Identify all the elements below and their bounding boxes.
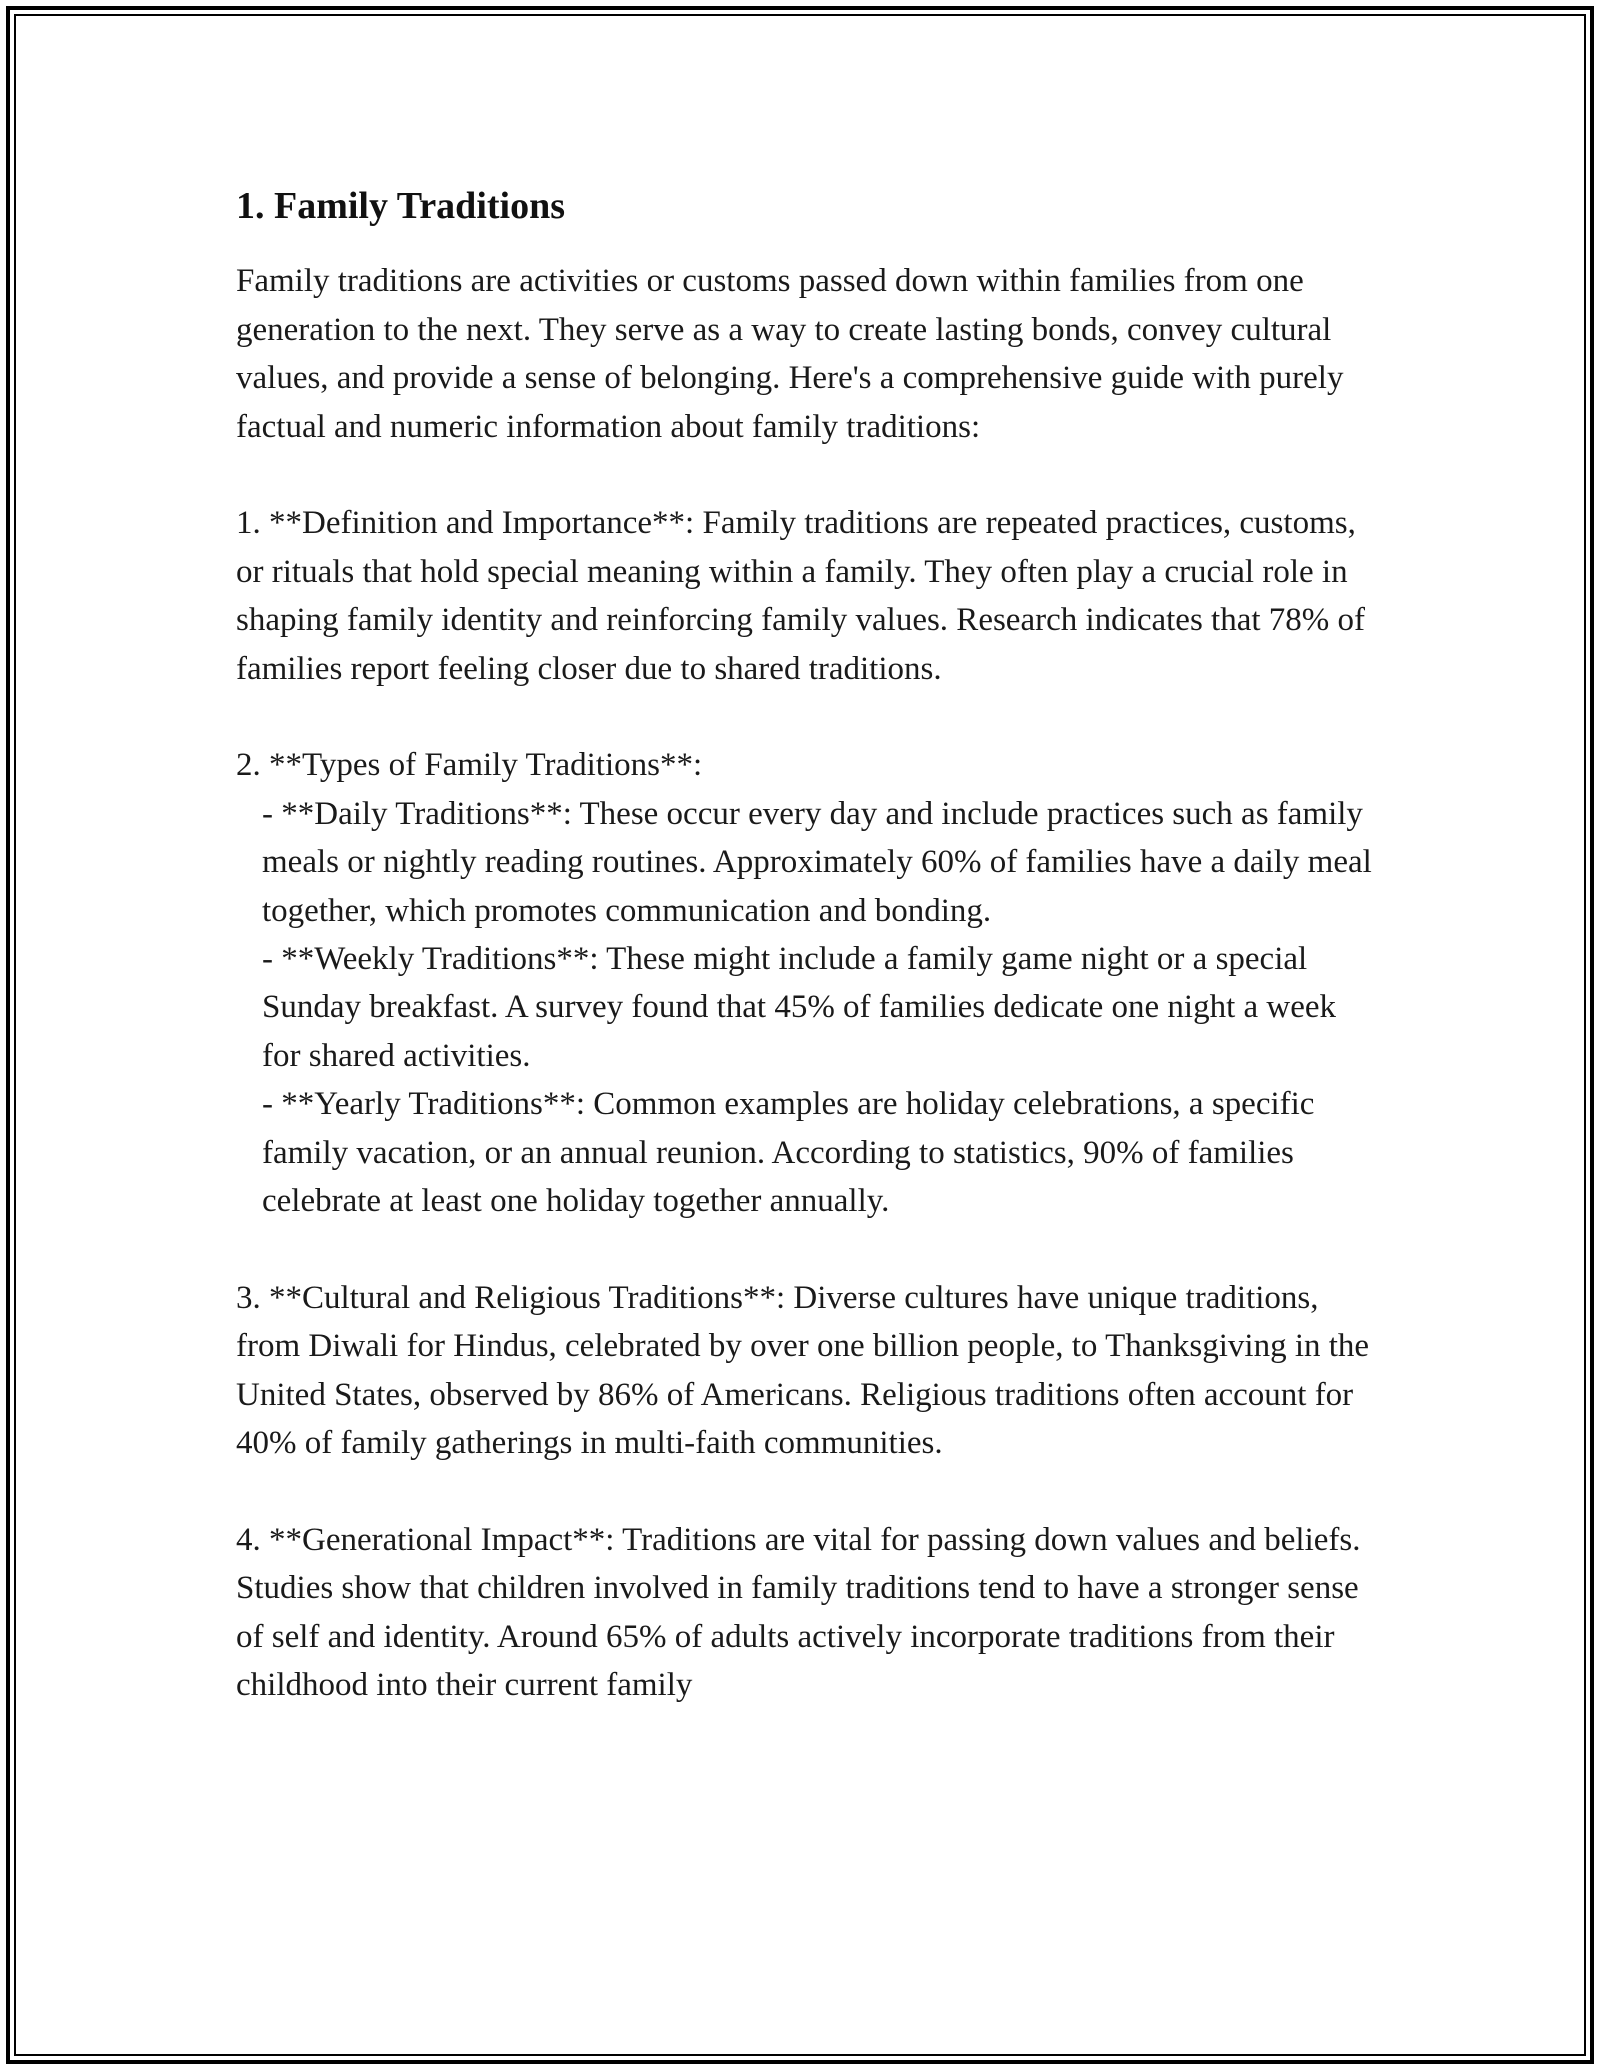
types-heading: 2. **Types of Family Traditions**:	[236, 747, 703, 784]
item-types-of-traditions	[236, 741, 1376, 1225]
yearly-traditions: - **Yearly Traditions**: Common examples are holiday celebrations, a specific family vacation, or an annual reunion. According to statistics, 90% of families celebrate at least one holiday together annually.	[262, 1086, 1315, 1220]
item-definition-importance: 1. **Definition and Importance**: Family traditions are repeated practices, customs, or rituals that hold special meaning within a family. They often play a crucial role in shaping family identity and reinforcing family values. Research indicates that 78% of families report feeling closer due to shared traditions.	[236, 505, 1365, 687]
daily-traditions: - **Daily Traditions**: These occur every day and include practices such as family meals or nightly reading routines. Approximately 60% of families have a daily meal together, which promotes communication and bonding.	[262, 795, 1372, 929]
document-body	[236, 182, 1376, 1758]
item-cultural-religious: 3. **Cultural and Religious Traditions**: Diverse cultures have unique traditions, from Diwali for Hindus, celebrated by over one billion people, to Thanksgiving in the United States, observed by 86% of Americans. Religious traditions often account for 40% of family gatherings in multi-faith communities.	[236, 1279, 1370, 1462]
intro-paragraph: Family traditions are activities or customs passed down within families from one generation to the next. They serve as a way to create lasting bonds, convey cultural values, and provide a sense of belonging. Here's a comprehensive guide with purely factual and numeric information about family traditions:	[236, 263, 1344, 445]
item-generational-impact: 4. **Generational Impact**: Traditions are vital for passing down values and beliefs. Studies show that children involved in family traditions tend to have a stronger sense of self and identity. Around 65% of adults actively incorporate traditions from their childhood into their current family	[236, 1521, 1361, 1704]
page-title: 1. Family Traditions	[236, 185, 566, 227]
weekly-traditions: - **Weekly Traditions**: These might include a family game night or a special Sunday breakfast. A survey found that 45% of families dedicate one night a week for shared activities.	[262, 941, 1337, 1074]
